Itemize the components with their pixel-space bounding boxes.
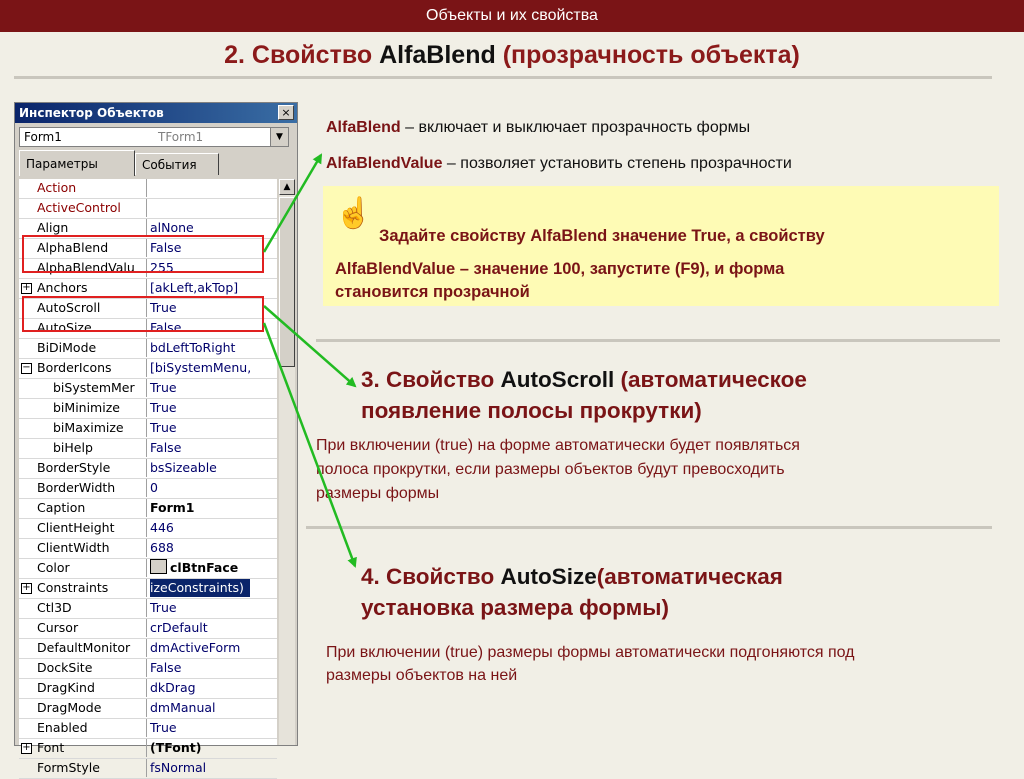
property-name: ClientWidth [19,539,147,557]
autosize-desc-2: размеры объектов на ней [326,667,518,684]
collapse-icon[interactable]: − [22,362,31,373]
property-value[interactable]: [akLeft,akTop] [150,280,239,295]
property-name: DefaultMonitor [19,639,147,657]
property-name: biMaximize [19,419,147,437]
property-value[interactable]: True [150,400,177,415]
property-name: Ctl3D [19,599,147,617]
autoscroll-desc-1: При включении (true) на форме автоматически будет появляться [316,437,800,454]
property-name: DragMode [19,699,147,717]
property-value[interactable]: dkDrag [150,680,196,695]
property-name: Anchors [19,279,147,297]
autosize-title-line-2: установка размера формы) [361,595,669,620]
autoscroll-title: 3. Свойство AutoScroll (автоматическое [361,367,807,392]
property-name: Enabled [19,719,147,737]
property-value[interactable]: (TFont) [150,740,202,755]
property-value[interactable]: dmActiveForm [150,640,241,655]
property-name: Font [19,739,147,757]
expand-icon[interactable]: + [22,742,31,753]
property-name: Caption [19,499,147,517]
property-value[interactable]: 688 [150,540,174,555]
expand-icon[interactable]: + [22,282,31,293]
property-value[interactable]: 255 [150,260,174,275]
autoscroll-desc-2: полоса прокрутки, если размеры объектов будут превосходить [316,461,785,478]
callout-line-2: AlfaBlendValue – значение 100, запустите (F9), и форма [335,260,785,278]
arrow-to-autosize [264,323,355,566]
autosize-desc-1: При включении (true) размеры формы автоматически подгоняются под [326,644,855,661]
property-value[interactable]: 0 [150,480,158,495]
property-name: biMinimize [19,399,147,417]
arrow-to-alfablend [264,155,321,252]
chevron-down-icon[interactable]: ▼ [270,128,288,146]
property-name: Constraints [19,579,147,597]
property-name: AutoScroll [19,299,147,317]
property-value[interactable]: Form1 [150,500,195,515]
expand-icon[interactable]: + [22,582,31,593]
property-name: Cursor [19,619,147,637]
callout-line-1: Задайте свойству AlfaBlend значение True, а свойству [379,227,825,245]
tab-parameters[interactable]: Параметры [19,150,135,176]
property-name: AlphaBlend [19,239,147,257]
property-value[interactable]: True [150,600,177,615]
object-type: TForm1 [158,130,204,144]
property-value[interactable]: bsSizeable [150,460,217,475]
property-value[interactable]: False [150,240,182,255]
callout-line-3: становится прозрачной [335,283,530,301]
property-name: AutoSize [19,319,147,337]
property-value[interactable]: fsNormal [150,760,207,775]
property-name: ClientHeight [19,519,147,537]
property-name: biHelp [19,439,147,457]
property-value[interactable]: False [150,660,182,675]
property-value[interactable]: True [150,380,177,395]
header-title: Объекты и их свойства [426,7,598,24]
property-name: BorderStyle [19,459,147,477]
scroll-up-icon[interactable]: ▲ [279,179,295,195]
autoscroll-desc-3: размеры формы [316,485,440,502]
close-icon[interactable]: × [278,105,294,120]
property-value[interactable]: bdLeftToRight [150,340,236,355]
property-value[interactable]: True [150,300,177,315]
inspector-title: Инспектор Объектов [15,103,297,123]
alfablendvalue-line: AlfaBlendValue – позволяет установить степень прозрачности [326,155,792,172]
property-name: ActiveControl [19,199,147,217]
property-value[interactable]: True [150,720,177,735]
property-name: BiDiMode [19,339,147,357]
property-value[interactable]: True [150,420,177,435]
property-value[interactable]: [biSystemMenu, [150,360,252,375]
object-name: Form1 [24,130,62,144]
property-name: biSystemMer [19,379,147,397]
property-value[interactable]: False [150,440,182,455]
property-name: Color [19,559,147,577]
property-name: Align [19,219,147,237]
color-value: clBtnFace [170,560,239,575]
property-value[interactable]: 446 [150,520,174,535]
property-name: AlphaBlendValu [19,259,147,277]
property-value[interactable]: izeConstraints) [150,579,250,597]
property-value[interactable]: alNone [150,220,194,235]
property-name: FormStyle [19,759,147,777]
property-name: DockSite [19,659,147,677]
property-name: DragKind [19,679,147,697]
property-name: BorderIcons [19,359,147,377]
pointing-hand-icon: ☝ [335,197,373,230]
autoscroll-title-line-2: появление полосы прокрутки) [361,398,702,423]
property-name: BorderWidth [19,479,147,497]
arrow-to-autoscroll [264,306,355,386]
property-value[interactable]: False [150,320,182,335]
tab-events[interactable]: События [135,153,219,175]
slide-title: 2. Свойство AlfaBlend (прозрачность объекта) [224,41,800,69]
alfablend-line: AlfaBlend – включает и выключает прозрачность формы [326,119,751,136]
autosize-title: 4. Свойство AutoSize(автоматическая [361,564,783,589]
property-name: Action [19,179,147,197]
property-value[interactable]: dmManual [150,700,216,715]
property-value[interactable]: crDefault [150,620,208,635]
